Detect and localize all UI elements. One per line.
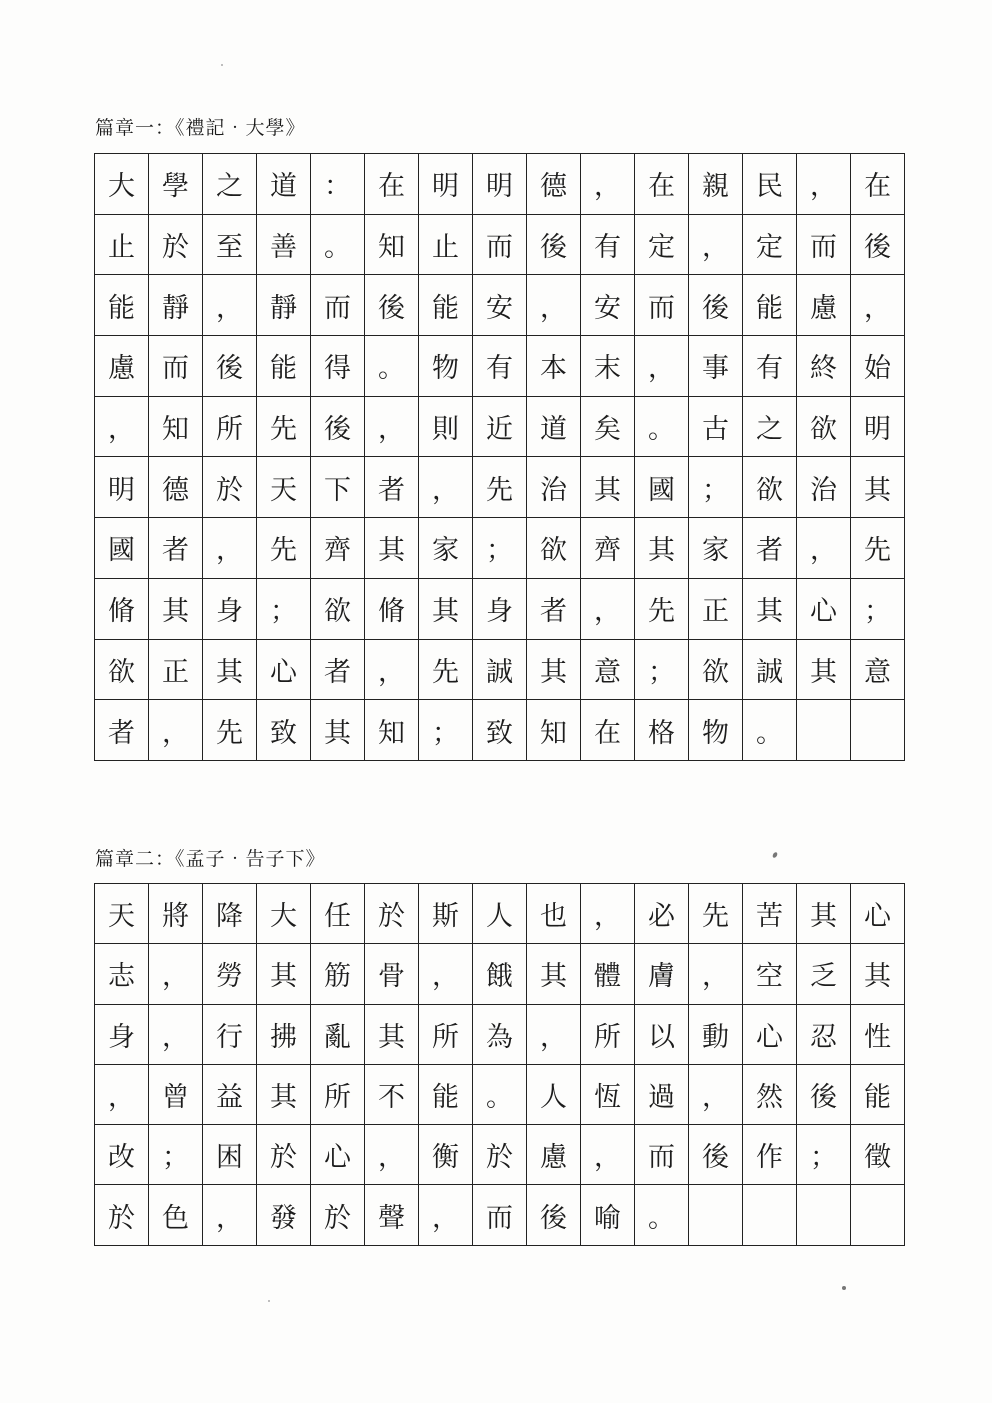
scan-speck [842,1286,846,1290]
grid-cell: ； [419,700,473,761]
grid-cell: 先 [473,457,527,518]
grid-cell: 其 [635,518,689,579]
grid-cell: 知 [527,700,581,761]
grid-cell: 慮 [95,336,149,397]
grid-cell: 所 [311,1064,365,1124]
grid-cell: 明 [851,396,905,457]
grid-cell: 乏 [797,944,851,1004]
grid-cell: 知 [365,214,419,275]
grid-cell: 先 [689,884,743,944]
grid-cell: ； [149,1125,203,1185]
grid-cell: 末 [581,336,635,397]
grid-cell: 之 [203,154,257,215]
grid-cell: ， [95,396,149,457]
grid-cell: 聲 [365,1185,419,1245]
grid-cell: 身 [203,578,257,639]
grid-cell: 先 [635,578,689,639]
grid-row [95,1185,905,1245]
grid-cell: 者 [527,578,581,639]
grid-cell: 亂 [311,1004,365,1064]
grid-cell: ； [797,1125,851,1185]
grid-cell: 於 [473,1125,527,1185]
grid-cell: ， [149,1004,203,1064]
grid-cell: 其 [851,457,905,518]
grid-cell [797,1185,851,1245]
grid-cell: ， [419,457,473,518]
grid-cell: ； [689,457,743,518]
grid-cell: 先 [257,396,311,457]
grid-cell: 欲 [527,518,581,579]
grid-cell: ： [311,154,365,215]
grid-cell: 大 [95,154,149,215]
grid-cell: 正 [149,639,203,700]
grid-cell: 本 [527,336,581,397]
grid-cell: 明 [473,154,527,215]
grid-cell: 學 [149,154,203,215]
grid-cell: 後 [311,396,365,457]
grid-cell: ， [149,944,203,1004]
grid-row [95,336,905,397]
scan-speck [268,1300,270,1302]
grid-cell: 心 [257,639,311,700]
grid-row [95,275,905,336]
grid-cell: 大 [257,884,311,944]
grid-cell: ， [419,944,473,1004]
grid-cell: 知 [365,700,419,761]
grid-cell: 色 [149,1185,203,1245]
grid-cell: ， [149,700,203,761]
grid-cell: 為 [473,1004,527,1064]
grid-cell: 止 [419,214,473,275]
grid-cell: 矣 [581,396,635,457]
grid-cell: 安 [473,275,527,336]
grid-cell: 心 [311,1125,365,1185]
grid-cell: 善 [257,214,311,275]
grid-cell: 有 [743,336,797,397]
grid-row [95,884,905,944]
grid-cell: ， [635,336,689,397]
grid-cell: 發 [257,1185,311,1245]
scan-speck [221,64,223,66]
grid-cell: 安 [581,275,635,336]
grid-cell: 先 [851,518,905,579]
grid-cell: ， [689,1064,743,1124]
grid-cell: 。 [473,1064,527,1124]
grid-cell: 天 [95,884,149,944]
grid-cell: 能 [743,275,797,336]
grid-cell: 欲 [311,578,365,639]
grid-cell: 知 [149,396,203,457]
grid-cell: 國 [95,518,149,579]
grid-cell [743,1185,797,1245]
grid-cell: 人 [473,884,527,944]
grid-cell: ， [419,1185,473,1245]
grid-cell: 作 [743,1125,797,1185]
grid-cell: 道 [257,154,311,215]
grid-cell: 。 [743,700,797,761]
grid-cell: 欲 [95,639,149,700]
grid-cell: 先 [203,700,257,761]
grid-cell: 於 [149,214,203,275]
grid-cell: 其 [581,457,635,518]
grid-cell: ， [797,518,851,579]
grid-cell: 行 [203,1004,257,1064]
grid-cell: 空 [743,944,797,1004]
grid-cell: 正 [689,578,743,639]
grid-cell: 先 [257,518,311,579]
grid-cell: 意 [851,639,905,700]
grid-cell: ， [203,1185,257,1245]
grid-cell: 性 [851,1004,905,1064]
grid-cell: 筋 [311,944,365,1004]
grid-cell: 能 [257,336,311,397]
grid-cell: ， [689,944,743,1004]
grid-cell: 其 [851,944,905,1004]
chapter-2-title: 篇章二：《孟子‧告子下》 [95,848,326,870]
grid-cell: 能 [95,275,149,336]
grid-cell: 心 [743,1004,797,1064]
grid-cell: 致 [257,700,311,761]
grid-cell: 忍 [797,1004,851,1064]
grid-cell: 後 [797,1064,851,1124]
grid-cell: 者 [149,518,203,579]
grid-cell: 其 [797,884,851,944]
grid-cell: 膚 [635,944,689,1004]
grid-cell: 身 [473,578,527,639]
grid-cell: 而 [473,214,527,275]
grid-cell: 也 [527,884,581,944]
grid-cell: 定 [635,214,689,275]
grid-cell: 將 [149,884,203,944]
grid-cell: 恆 [581,1064,635,1124]
grid-cell: 心 [851,884,905,944]
grid-cell: 其 [527,944,581,1004]
grid-cell: 後 [851,214,905,275]
grid-cell: 格 [635,700,689,761]
grid-cell: 心 [797,578,851,639]
grid-cell: 在 [635,154,689,215]
grid-cell: 明 [419,154,473,215]
grid-cell: 而 [635,1125,689,1185]
grid-cell: 誠 [743,639,797,700]
grid-cell: 物 [419,336,473,397]
grid-cell: 之 [743,396,797,457]
grid-cell: 其 [419,578,473,639]
grid-cell: 其 [365,1004,419,1064]
grid-cell: ， [797,154,851,215]
grid-cell: 物 [689,700,743,761]
grid-cell: 脩 [365,578,419,639]
grid-cell: 體 [581,944,635,1004]
grid-cell: 民 [743,154,797,215]
grid-cell: 下 [311,457,365,518]
grid-cell: 脩 [95,578,149,639]
grid-cell: 所 [581,1004,635,1064]
grid-cell: ， [581,884,635,944]
grid-cell: ， [203,518,257,579]
grid-cell: 而 [149,336,203,397]
grid-cell: 其 [257,944,311,1004]
grid-cell: 衡 [419,1125,473,1185]
grid-cell: 齊 [311,518,365,579]
grid-cell: 其 [743,578,797,639]
grid-cell: 人 [527,1064,581,1124]
grid-cell: 其 [257,1064,311,1124]
grid-cell: 任 [311,884,365,944]
grid-cell: 後 [527,1185,581,1245]
grid-cell: 於 [311,1185,365,1245]
grid-cell: 骨 [365,944,419,1004]
grid-cell: 以 [635,1004,689,1064]
grid-cell: 其 [311,700,365,761]
grid-cell: 後 [203,336,257,397]
grid-cell: 者 [311,639,365,700]
grid-row [95,518,905,579]
grid-cell: ； [473,518,527,579]
grid-cell: 其 [203,639,257,700]
grid-cell: 得 [311,336,365,397]
grid-cell: 能 [419,1064,473,1124]
grid-cell: 後 [689,1125,743,1185]
grid-cell: 於 [257,1125,311,1185]
grid-cell: 親 [689,154,743,215]
grid-row [95,214,905,275]
grid-cell: ， [581,578,635,639]
grid-cell: 必 [635,884,689,944]
grid-cell: 古 [689,396,743,457]
grid-cell: 在 [581,700,635,761]
grid-cell: 始 [851,336,905,397]
grid-row [95,396,905,457]
grid-cell: 在 [365,154,419,215]
grid-cell: 後 [527,214,581,275]
grid-cell: 則 [419,396,473,457]
grid-cell: 誠 [473,639,527,700]
grid-cell [851,1185,905,1245]
grid-cell: ； [635,639,689,700]
grid-cell: 者 [95,700,149,761]
grid-cell: 所 [419,1004,473,1064]
grid-cell: 於 [203,457,257,518]
grid-row [95,457,905,518]
grid-cell: 而 [635,275,689,336]
grid-cell: 苦 [743,884,797,944]
grid-cell: 靜 [149,275,203,336]
grid-row [95,700,905,761]
grid-cell: 先 [419,639,473,700]
grid-cell: 致 [473,700,527,761]
grid-cell: ， [95,1064,149,1124]
grid-cell: 拂 [257,1004,311,1064]
grid-cell: 然 [743,1064,797,1124]
grid-cell: 改 [95,1125,149,1185]
chapter-1-grid [94,153,905,761]
grid-cell: ， [689,214,743,275]
grid-cell: 終 [797,336,851,397]
grid-cell: 欲 [689,639,743,700]
grid-cell: 慮 [797,275,851,336]
grid-cell: 喻 [581,1185,635,1245]
grid-cell: 定 [743,214,797,275]
grid-cell: 能 [419,275,473,336]
grid-cell: 勞 [203,944,257,1004]
grid-cell: 靜 [257,275,311,336]
grid-cell: 於 [365,884,419,944]
grid-cell: 齊 [581,518,635,579]
grid-cell: 明 [95,457,149,518]
grid-row [95,154,905,215]
grid-cell: 後 [365,275,419,336]
grid-cell: 其 [527,639,581,700]
grid-cell [797,700,851,761]
grid-cell: 近 [473,396,527,457]
grid-cell: 有 [473,336,527,397]
grid-cell: 餓 [473,944,527,1004]
grid-cell: 後 [689,275,743,336]
grid-cell: 身 [95,1004,149,1064]
grid-row [95,639,905,700]
grid-row [95,1125,905,1185]
grid-cell: 而 [473,1185,527,1245]
grid-cell: 欲 [797,396,851,457]
grid-row [95,1064,905,1124]
grid-cell: 所 [203,396,257,457]
grid-cell: 者 [743,518,797,579]
grid-cell: 而 [311,275,365,336]
grid-cell: 曾 [149,1064,203,1124]
grid-cell: ； [851,578,905,639]
grid-cell: ， [365,396,419,457]
chapter-2-grid [94,883,905,1246]
chapter-1-title: 篇章一：《禮記‧大學》 [95,117,306,139]
grid-cell: 徵 [851,1125,905,1185]
grid-cell: 其 [365,518,419,579]
grid-cell: ， [203,275,257,336]
grid-cell: 其 [797,639,851,700]
grid-cell: 在 [851,154,905,215]
grid-cell: 家 [689,518,743,579]
grid-cell: ， [365,1125,419,1185]
grid-cell: 德 [527,154,581,215]
grid-cell: 治 [797,457,851,518]
grid-cell: ， [581,1125,635,1185]
grid-cell: 而 [797,214,851,275]
grid-cell: 家 [419,518,473,579]
grid-cell: 不 [365,1064,419,1124]
grid-cell: 至 [203,214,257,275]
grid-cell: ， [581,154,635,215]
grid-cell: 者 [365,457,419,518]
grid-cell: ， [527,1004,581,1064]
grid-cell: 降 [203,884,257,944]
grid-cell: 過 [635,1064,689,1124]
grid-cell: 德 [149,457,203,518]
grid-cell: 國 [635,457,689,518]
grid-cell: 意 [581,639,635,700]
grid-cell: 道 [527,396,581,457]
grid-row [95,1004,905,1064]
grid-cell: 益 [203,1064,257,1124]
grid-cell: 斯 [419,884,473,944]
grid-cell: 事 [689,336,743,397]
grid-cell: 於 [95,1185,149,1245]
grid-cell: ， [365,639,419,700]
grid-cell: ； [257,578,311,639]
grid-cell: 動 [689,1004,743,1064]
grid-cell: 有 [581,214,635,275]
grid-cell: 。 [365,336,419,397]
grid-cell: ， [851,275,905,336]
grid-row [95,578,905,639]
grid-cell: 能 [851,1064,905,1124]
grid-cell: 止 [95,214,149,275]
grid-cell: 欲 [743,457,797,518]
grid-cell: 。 [635,396,689,457]
grid-cell: 治 [527,457,581,518]
grid-cell: 。 [311,214,365,275]
grid-cell: 天 [257,457,311,518]
grid-row [95,944,905,1004]
grid-cell: 。 [635,1185,689,1245]
grid-cell: 困 [203,1125,257,1185]
scan-speck [772,851,778,858]
grid-cell: 其 [149,578,203,639]
grid-cell: 慮 [527,1125,581,1185]
grid-cell: 志 [95,944,149,1004]
grid-cell [689,1185,743,1245]
grid-cell: ， [527,275,581,336]
grid-cell [851,700,905,761]
